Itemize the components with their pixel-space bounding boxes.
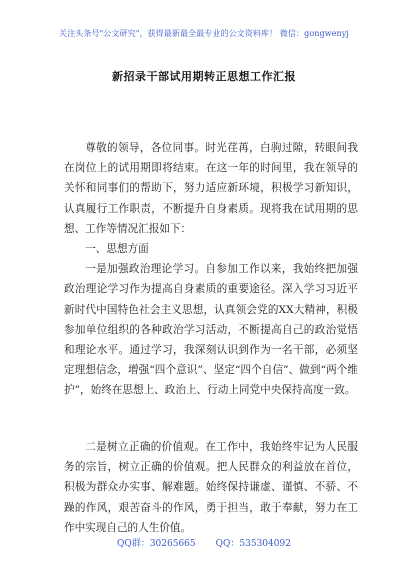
section-heading-thought: 一、思想方面 — [85, 243, 149, 256]
qq-label: QQ： — [215, 539, 240, 549]
paragraph-political-study: 一是加强政治理论学习。自参加工作以来，我始终把加强政治理论学习作为提高自身素质的重要途径。深入学习习近平新时代中国特色社会主义思想，认真领会党的XX大精神，积极参加单位组织的各种政治学习活动，不断提高自己的政治觉悟和理论水平。通过学习，我深刻认识到作为一名干部，必须坚定理想信念，增强“四个意识”、坚定“四个自信”、做到“两个维护”，始终在思想上、政治上、行动上同党中央保持高度一致。 — [64, 263, 358, 397]
document-body-continued — [64, 437, 358, 538]
paragraph-values: 二是树立正确的价值观。在工作中，我始终牢记为人民服务的宗旨，树立正确的价值观。把人民群众的利益放在首位，积极为群众办实事、解难题。始终保持谦虚、谨慎、不骄、不躁的作风，艰苦奋斗的作风，勇于担当，敢于奉献，努力在工作中实现自己的人生价值。 — [64, 441, 358, 534]
document-title: 新招录干部试用期转正思想工作汇报 — [112, 70, 296, 83]
footer-contact — [0, 536, 408, 549]
qq-group-number: 30265665 — [149, 539, 196, 549]
qq-group-label: QQ群： — [117, 539, 150, 549]
qq-number: 535304092 — [239, 539, 291, 549]
paragraph-intro: 尊敬的领导，各位同事。时光荏苒，白驹过隙，转眼间我在岗位上的试用期即将结束。在这一年的时间里，我在领导的关怀和同事们的帮助下，努力适应新环境，积极学习新知识，认真履行工作职责，不断提升自身素质。现将我在试用期的思想、工作等情况汇报如下： — [64, 142, 358, 235]
header-banner: 关注头条号"公文研究"，获得最新最全最专业的公文资料库！ 微信：gongwenyj — [59, 29, 349, 38]
document-body — [64, 138, 358, 401]
